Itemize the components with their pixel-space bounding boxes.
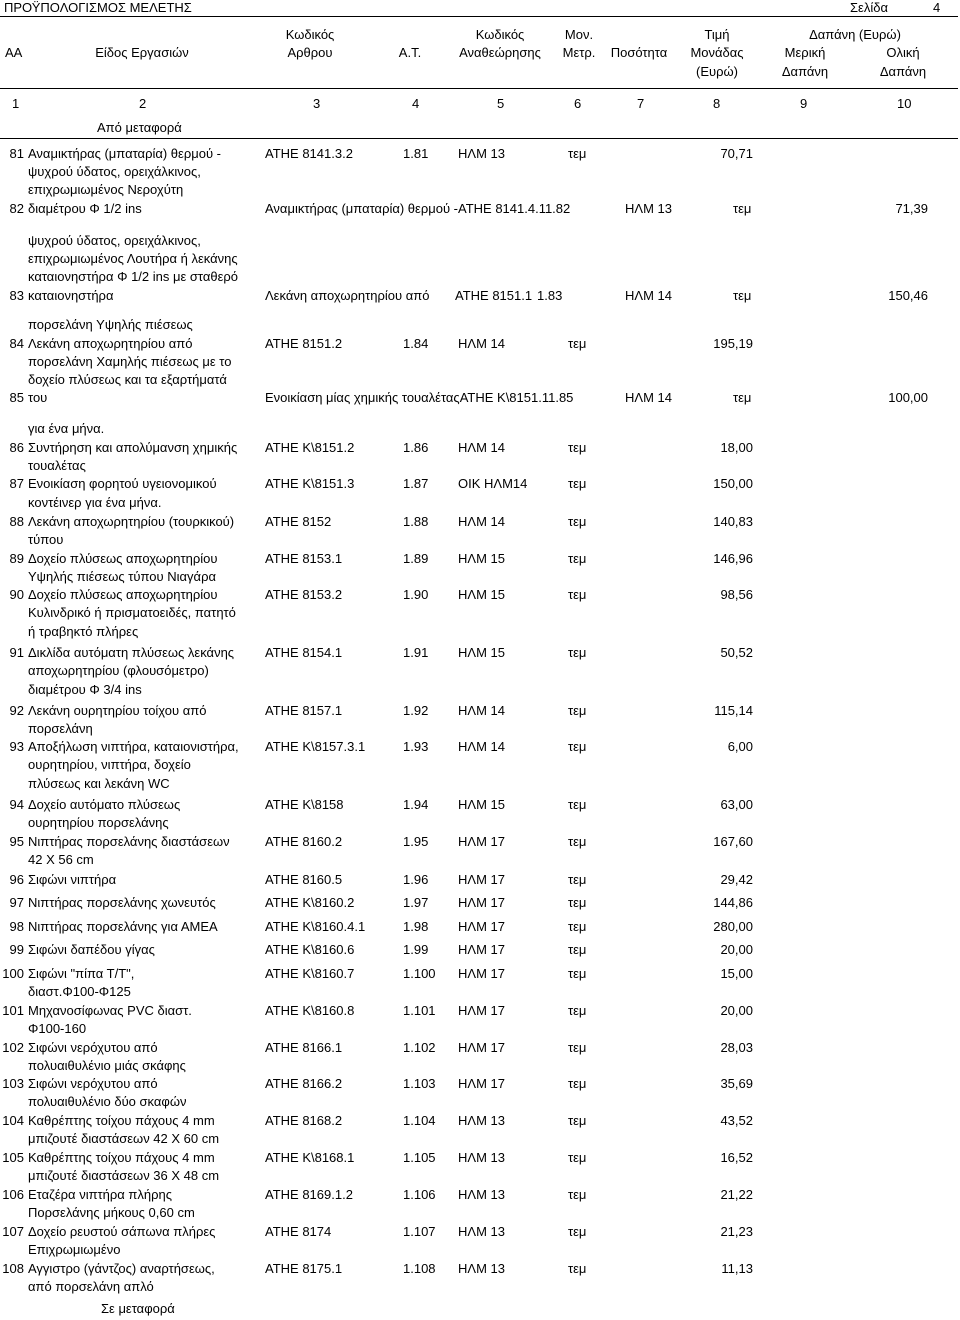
- item-description: Δικλίδα αυτόματη πλύσεως λεκάνης: [28, 645, 235, 660]
- item-number: 108: [2, 1261, 24, 1276]
- item-revision-code: ΗΛΜ 17: [458, 1076, 505, 1091]
- item-description: πορσελάνη Υψηλής πιέσεως: [28, 317, 193, 332]
- item-unit: τεμ: [568, 1113, 587, 1128]
- item-article-code: ΑΤΗΕ Κ\8160.2: [265, 895, 355, 910]
- item-revision-code: ΗΛΜ 14: [458, 440, 505, 455]
- item-number: 95: [9, 834, 24, 849]
- item-revision-code: ΗΛΜ 13: [458, 1113, 505, 1128]
- item-revision-code: ΗΛΜ 14: [458, 703, 505, 718]
- col-number-5: 5: [497, 96, 505, 111]
- item-description: Σιφώνι "πίπα Τ/Τ",: [28, 966, 135, 981]
- item-total: 71,39: [895, 201, 928, 216]
- item-at: 1.92: [403, 703, 429, 718]
- col-meriki-2: Δαπάνη: [781, 64, 829, 79]
- item-article-code: ΑΤΗΕ 8160.2: [265, 834, 343, 849]
- item-at: 1.102: [403, 1040, 436, 1055]
- item-revision-code: ΗΛΜ 13: [458, 146, 505, 161]
- item-unit: τεμ: [568, 336, 587, 351]
- item-unit-price: 195,19: [713, 336, 753, 351]
- item-description: Πορσελάνης μήκους 0,60 cm: [28, 1205, 195, 1220]
- item-at: 1.104: [403, 1113, 436, 1128]
- item-description: Νιπτήρας πορσελάνης για ΑΜΕΑ: [28, 919, 218, 934]
- item-revision-code: ΗΛΜ 17: [458, 895, 505, 910]
- item-revision-code: ΗΛΜ 15: [458, 797, 505, 812]
- item-at: 1.90: [403, 587, 429, 602]
- item-number: 106: [2, 1187, 24, 1202]
- item-unit-price: 63,00: [720, 797, 753, 812]
- item-article-code: ΑΤΗΕ 8153.2: [265, 587, 343, 602]
- item-unit: τεμ: [568, 476, 587, 491]
- body-top-rule: [0, 138, 958, 139]
- item-description: δοχείο πλύσεως και τα εξαρτήματά: [28, 372, 227, 387]
- item-revision-code: ΗΛΜ 17: [458, 872, 505, 887]
- item-revision-code: ΗΛΜ 15: [458, 645, 505, 660]
- item-unit-price: 144,86: [713, 895, 753, 910]
- item-at: 1.83: [537, 288, 563, 303]
- item-description: ή τραβηκτό πλήρες: [28, 624, 139, 639]
- carry-out-label: Σε μεταφορά: [101, 1301, 175, 1316]
- item-description: επιχρωμιωμένος Λουτήρα ή λεκάνης: [28, 251, 238, 266]
- item-article-code: ΑΤΗΕ Κ\8157.3.1: [265, 739, 366, 754]
- item-article-code: Ενοικίαση μίας χημικής τουαλέταςΑΤΗΕ Κ\8151.11.85: [265, 390, 574, 405]
- item-unit-price: 11,13: [721, 1261, 753, 1276]
- item-article-code: ΑΤΗΕ 8152: [265, 514, 332, 529]
- item-unit-price: 98,56: [720, 587, 753, 602]
- item-revision-code: ΗΛΜ 14: [625, 390, 672, 405]
- item-description: Λεκάνη αποχωρητηρίου από: [28, 336, 193, 351]
- item-description: αποχωρητηρίου (φλουσόμετρο): [28, 663, 209, 678]
- col-number-8: 8: [713, 96, 721, 111]
- item-revision-code: ΗΛΜ 13: [458, 1187, 505, 1202]
- item-at: 1.99: [403, 942, 429, 957]
- col-dapani: Δαπάνη (Ευρώ): [809, 27, 901, 42]
- item-unit: τεμ: [568, 1150, 587, 1165]
- item-description: κοντέινερ για ένα μήνα.: [28, 495, 162, 510]
- item-unit-price: 150,00: [713, 476, 753, 491]
- item-total: 100,00: [888, 390, 928, 405]
- col-number-10: 10: [897, 96, 912, 111]
- item-unit: τεμ: [568, 703, 587, 718]
- carry-in-label: Από μεταφορά: [97, 120, 182, 135]
- item-article-code: Αναμικτήρας (μπαταρία) θερμού -ΑΤΗΕ 8141.4.11.82: [265, 201, 571, 216]
- item-description: Αναμικτήρας (μπαταρία) θερμού -: [28, 146, 222, 161]
- item-unit-price: 50,52: [720, 645, 753, 660]
- item-description: Νιπτήρας πορσελάνης διαστάσεων: [28, 834, 230, 849]
- item-description: πολυαιθυλένιο δύο σκαφών: [28, 1094, 187, 1109]
- col-kod-arthrou-1: Κωδικός: [285, 27, 335, 42]
- item-description: πορσελάνη: [28, 721, 93, 736]
- col-at: Α.Τ.: [398, 45, 422, 60]
- page-label: Σελίδα: [850, 0, 888, 15]
- item-revision-code: ΗΛΜ 13: [458, 1224, 505, 1239]
- item-unit-price: 70,71: [720, 146, 753, 161]
- item-article-code: ΑΤΗΕ 8160.5: [265, 872, 343, 887]
- item-number: 87: [9, 476, 24, 491]
- item-description: Φ100-160: [28, 1021, 87, 1036]
- item-revision-code: ΗΛΜ 14: [458, 739, 505, 754]
- item-number: 102: [2, 1040, 24, 1055]
- item-article-code: ΑΤΗΕ 8169.1.2: [265, 1187, 353, 1202]
- item-at: 1.101: [403, 1003, 436, 1018]
- item-number: 86: [9, 440, 24, 455]
- item-number: 100: [2, 966, 24, 981]
- item-article-code: ΑΤΗΕ 8166.1: [265, 1040, 343, 1055]
- item-article-code: ΑΤΗΕ 8151.1: [455, 288, 533, 303]
- col-timi-1: Τιμή: [704, 27, 730, 42]
- item-unit-price: 6,00: [727, 739, 753, 754]
- item-at: 1.95: [403, 834, 429, 849]
- col-kod-arthrou-2: Αρθρου: [287, 45, 333, 60]
- item-description: τύπου: [28, 532, 64, 547]
- item-description: Δοχείο πλύσεως αποχωρητηρίου: [28, 551, 218, 566]
- item-description: Αποξήλωση νιπτήρα, καταιονιστήρα,: [28, 739, 239, 754]
- item-number: 84: [9, 336, 24, 351]
- item-number: 81: [9, 146, 24, 161]
- item-unit-price: 18,00: [720, 440, 753, 455]
- item-description: διαμέτρου Φ 3/4 ins: [28, 682, 142, 697]
- item-unit: τεμ: [568, 872, 587, 887]
- item-unit: τεμ: [568, 942, 587, 957]
- item-unit: τεμ: [568, 1076, 587, 1091]
- item-number: 82: [9, 201, 24, 216]
- item-revision-code: ΗΛΜ 15: [458, 551, 505, 566]
- item-description: Δοχείο ρευστού σάπωνα πλήρες: [28, 1224, 216, 1239]
- col-number-4: 4: [412, 96, 420, 111]
- item-number: 94: [9, 797, 24, 812]
- col-number-2: 2: [139, 96, 147, 111]
- item-unit-price: 146,96: [713, 551, 753, 566]
- header-bottom-rule: [0, 88, 958, 89]
- item-description: Σιφώνι δαπέδου γίγας: [28, 942, 155, 957]
- item-article-code: ΑΤΗΕ 8166.2: [265, 1076, 343, 1091]
- item-revision-code: ΗΛΜ 17: [458, 942, 505, 957]
- item-description: Καθρέπτης τοίχου πάχους 4 mm: [28, 1113, 215, 1128]
- item-article-code: ΑΤΗΕ Κ\8158: [265, 797, 344, 812]
- item-revision-code: ΗΛΜ 17: [458, 1040, 505, 1055]
- item-at: 1.93: [403, 739, 429, 754]
- item-article-code: ΑΤΗΕ 8168.2: [265, 1113, 343, 1128]
- item-number: 99: [9, 942, 24, 957]
- item-number: 91: [9, 645, 24, 660]
- item-unit-price: 43,52: [720, 1113, 753, 1128]
- item-article-code: ΑΤΗΕ 8153.1: [265, 551, 343, 566]
- item-unit-price: 28,03: [720, 1040, 753, 1055]
- item-unit: τεμ: [568, 1187, 587, 1202]
- item-unit-price: 16,52: [720, 1150, 753, 1165]
- item-unit-price: 21,23: [720, 1224, 753, 1239]
- item-unit: τεμ: [568, 739, 587, 754]
- item-description: ψυχρού ύδατος, ορειχάλκινος,: [28, 233, 201, 248]
- item-description: επιχρωμιωμένος Νεροχύτη: [28, 182, 184, 197]
- item-unit-price: 29,42: [720, 872, 753, 887]
- item-unit: τεμ: [568, 587, 587, 602]
- item-revision-code: ΗΛΜ 13: [458, 1150, 505, 1165]
- item-article-code: Λεκάνη αποχωρητηρίου από: [265, 288, 430, 303]
- item-revision-code: ΗΛΜ 15: [458, 587, 505, 602]
- item-article-code: ΑΤΗΕ 8151.2: [265, 336, 343, 351]
- item-article-code: ΑΤΗΕ Κ\8151.2: [265, 440, 355, 455]
- col-kod-anath-1: Κωδικός: [475, 27, 525, 42]
- item-description: Κυλινδρικό ή πρισματοειδές, πατητό: [28, 605, 236, 620]
- item-revision-code: ΗΛΜ 14: [625, 288, 672, 303]
- item-unit: τεμ: [568, 797, 587, 812]
- item-description: Αγγιστρο (γάντζος) αναρτήσεως,: [28, 1261, 215, 1276]
- item-description: διαστ.Φ100-Φ125: [28, 984, 131, 999]
- item-unit: τεμ: [568, 440, 587, 455]
- item-description: Καθρέπτης τοίχου πάχους 4 mm: [28, 1150, 215, 1165]
- item-description: Σιφώνι νερόχυτου από: [28, 1076, 158, 1091]
- col-mon-1: Μον.: [564, 27, 594, 42]
- item-unit-price: 20,00: [720, 942, 753, 957]
- item-article-code: ΑΤΗΕ Κ\8151.3: [265, 476, 355, 491]
- item-article-code: ΑΤΗΕ Κ\8168.1: [265, 1150, 355, 1165]
- item-unit-price: 20,00: [720, 1003, 753, 1018]
- item-at: 1.87: [403, 476, 429, 491]
- item-description: μπιζουτέ διαστάσεων 36 Χ 48 cm: [28, 1168, 220, 1183]
- item-number: 92: [9, 703, 24, 718]
- item-description: Λεκάνη αποχωρητηρίου (τουρκικού): [28, 514, 235, 529]
- item-at: 1.94: [403, 797, 429, 812]
- item-number: 98: [9, 919, 24, 934]
- item-unit-price: 280,00: [713, 919, 753, 934]
- item-unit-price: 15,00: [720, 966, 753, 981]
- item-at: 1.88: [403, 514, 429, 529]
- item-description: Δοχείο αυτόματο πλύσεως: [28, 797, 181, 812]
- col-timi-3: (Ευρώ): [696, 64, 738, 79]
- item-article-code: ΑΤΗΕ 8141.3.2: [265, 146, 353, 161]
- item-unit-price: 167,60: [713, 834, 753, 849]
- col-aa: ΑΑ: [5, 45, 23, 60]
- col-number-7: 7: [637, 96, 645, 111]
- item-at: 1.108: [403, 1261, 436, 1276]
- item-description: Μηχανοσίφωνας PVC διαστ.: [28, 1003, 192, 1018]
- col-number-1: 1: [12, 96, 20, 111]
- item-number: 104: [2, 1113, 24, 1128]
- item-revision-code: ΟΙΚ ΗΛΜ14: [458, 476, 528, 491]
- item-number: 83: [9, 288, 24, 303]
- item-at: 1.107: [403, 1224, 436, 1239]
- item-at: 1.89: [403, 551, 429, 566]
- col-number-9: 9: [800, 96, 808, 111]
- item-unit: τεμ: [568, 146, 587, 161]
- item-unit-price: 140,83: [713, 514, 753, 529]
- col-kod-anath-2: Αναθεώρησης: [459, 45, 541, 60]
- item-description: Νιπτήρας πορσελάνης χωνευτός: [28, 895, 216, 910]
- item-description: Σιφώνι νιπτήρα: [28, 872, 117, 887]
- item-description: ουρητηρίου πορσελάνης: [28, 815, 169, 830]
- col-eidos: Είδος Εργασιών: [95, 45, 189, 60]
- col-timi-2: Μονάδας: [690, 45, 744, 60]
- item-article-code: ΑΤΗΕ Κ\8160.7: [265, 966, 355, 981]
- item-at: 1.86: [403, 440, 429, 455]
- item-unit: τεμ: [733, 201, 752, 216]
- item-unit-price: 21,22: [720, 1187, 753, 1202]
- item-article-code: ΑΤΗΕ 8157.1: [265, 703, 343, 718]
- item-at: 1.81: [403, 146, 429, 161]
- item-article-code: ΑΤΗΕ Κ\8160.4.1: [265, 919, 366, 934]
- item-description: πολυαιθυλένιο μιάς σκάφης: [28, 1058, 186, 1073]
- item-article-code: ΑΤΗΕ Κ\8160.6: [265, 942, 355, 957]
- item-description: Λεκάνη ουρητηρίου τοίχου από: [28, 703, 207, 718]
- item-number: 88: [9, 514, 24, 529]
- item-description: Ενοικίαση φορητού υγειονομικού: [28, 476, 217, 491]
- item-revision-code: ΗΛΜ 13: [458, 1261, 505, 1276]
- item-description: τουαλέτας: [28, 458, 86, 473]
- item-unit: τεμ: [568, 919, 587, 934]
- item-at: 1.91: [403, 645, 429, 660]
- item-at: 1.97: [403, 895, 429, 910]
- item-article-code: ΑΤΗΕ 8154.1: [265, 645, 343, 660]
- item-description: ουρητηρίου, νιπτήρα, δοχείο: [28, 757, 191, 772]
- item-description: πορσελάνη Χαμηλής πιέσεως με το: [28, 354, 232, 369]
- item-number: 93: [9, 739, 24, 754]
- col-mon-2: Μετρ.: [562, 45, 596, 60]
- item-at: 1.103: [403, 1076, 436, 1091]
- item-at: 1.105: [403, 1150, 436, 1165]
- item-description: Εταζέρα νιπτήρα πλήρης: [28, 1187, 173, 1202]
- page-number: 4: [933, 0, 941, 15]
- item-article-code: ΑΤΗΕ 8174: [265, 1224, 332, 1239]
- item-article-code: ΑΤΗΕ Κ\8160.8: [265, 1003, 355, 1018]
- item-unit: τεμ: [568, 645, 587, 660]
- item-description: ψυχρού ύδατος, ορειχάλκινος,: [28, 164, 201, 179]
- item-unit: τεμ: [568, 514, 587, 529]
- item-unit: τεμ: [568, 834, 587, 849]
- item-description: πλύσεως και λεκάνη WC: [28, 776, 170, 791]
- item-revision-code: ΗΛΜ 17: [458, 919, 505, 934]
- item-revision-code: ΗΛΜ 17: [458, 1003, 505, 1018]
- item-unit: τεμ: [568, 1040, 587, 1055]
- item-description: Συντήρηση και απολύμανση χημικής: [28, 440, 238, 455]
- item-description: καταιονηστήρα Φ 1/2 ins με σταθερό: [28, 269, 239, 284]
- item-unit-price: 115,14: [714, 703, 753, 718]
- item-unit: τεμ: [568, 551, 587, 566]
- item-number: 89: [9, 551, 24, 566]
- item-at: 1.98: [403, 919, 429, 934]
- page-title: ΠΡΟΫΠΟΛΟΓΙΣΜΟΣ ΜΕΛΕΤΗΣ: [4, 0, 192, 15]
- item-description: Υψηλής πιέσεως τύπου Νιαγάρα: [28, 569, 216, 584]
- item-unit-price: 35,69: [720, 1076, 753, 1091]
- item-revision-code: ΗΛΜ 14: [458, 336, 505, 351]
- item-description: Δοχείο πλύσεως αποχωρητηρίου: [28, 587, 218, 602]
- item-number: 85: [9, 390, 24, 405]
- col-posotita: Ποσότητα: [610, 45, 668, 60]
- item-description: για ένα μήνα.: [28, 421, 105, 436]
- item-description: μπιζουτέ διαστάσεων 42 Χ 60 cm: [28, 1131, 220, 1146]
- item-description: διαμέτρου Φ 1/2 ins: [28, 201, 142, 216]
- item-unit: τεμ: [568, 1224, 587, 1239]
- item-description: του: [28, 390, 48, 405]
- item-unit: τεμ: [568, 1003, 587, 1018]
- col-number-6: 6: [574, 96, 582, 111]
- item-description: καταιονηστήρα: [28, 288, 114, 303]
- item-revision-code: ΗΛΜ 13: [625, 201, 672, 216]
- item-revision-code: ΗΛΜ 17: [458, 834, 505, 849]
- item-at: 1.106: [403, 1187, 436, 1202]
- item-at: 1.100: [403, 966, 436, 981]
- item-description: Σιφώνι νερόχυτου από: [28, 1040, 158, 1055]
- item-article-code: ΑΤΗΕ 8175.1: [265, 1261, 343, 1276]
- item-description: 42 Χ 56 cm: [28, 852, 94, 867]
- item-description: από πορσελάνη απλό: [28, 1279, 154, 1294]
- col-oliki-2: Δαπάνη: [879, 64, 927, 79]
- header-top-rule: [0, 16, 958, 17]
- item-description: Επιχρωμιωμένο: [28, 1242, 121, 1257]
- item-total: 150,46: [888, 288, 928, 303]
- item-unit: τεμ: [733, 390, 752, 405]
- item-revision-code: ΗΛΜ 14: [458, 514, 505, 529]
- item-number: 103: [2, 1076, 24, 1091]
- item-at: 1.96: [403, 872, 429, 887]
- col-number-3: 3: [313, 96, 321, 111]
- item-unit: τεμ: [568, 966, 587, 981]
- item-at: 1.84: [403, 336, 429, 351]
- item-number: 97: [9, 895, 24, 910]
- item-number: 105: [2, 1150, 24, 1165]
- item-revision-code: ΗΛΜ 17: [458, 966, 505, 981]
- col-oliki-1: Ολική: [886, 45, 920, 60]
- col-meriki-1: Μερική: [784, 45, 826, 60]
- item-number: 107: [2, 1224, 24, 1239]
- item-number: 101: [2, 1003, 24, 1018]
- item-unit: τεμ: [733, 288, 752, 303]
- item-unit: τεμ: [568, 1261, 587, 1276]
- item-number: 96: [9, 872, 24, 887]
- item-unit: τεμ: [568, 895, 587, 910]
- item-number: 90: [9, 587, 24, 602]
